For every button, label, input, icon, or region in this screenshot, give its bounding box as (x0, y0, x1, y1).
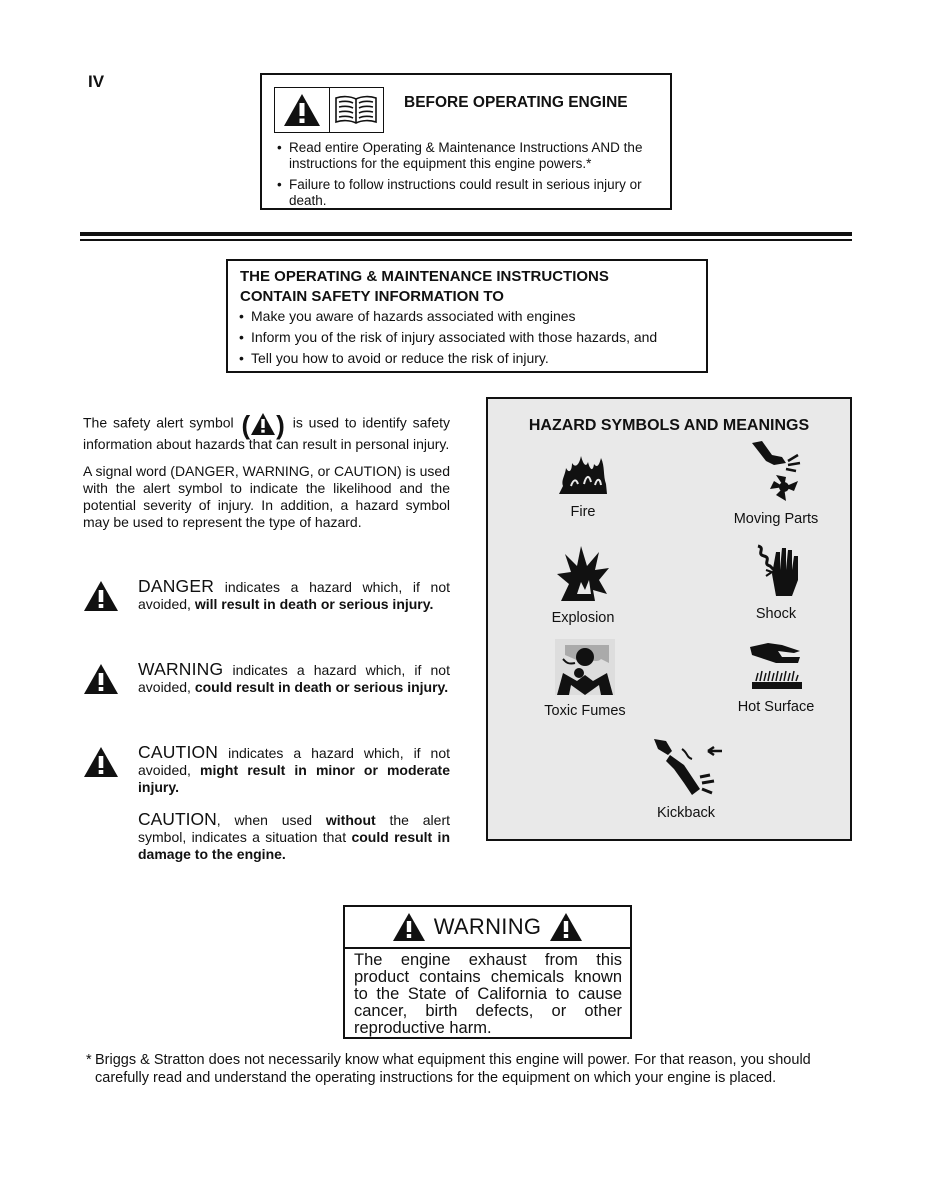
alert-triangle-icon (549, 912, 583, 942)
caution-alert-icon (83, 746, 119, 783)
hazard-fire (543, 454, 623, 520)
om-instructions-box (226, 259, 708, 373)
toxic-fumes-label: Toxic Fumes (544, 703, 626, 719)
safety-alert-icon (275, 88, 329, 132)
danger-word: DANGER (138, 576, 215, 596)
warning-title: WARNING (433, 914, 542, 939)
hazard-hot-surface (724, 641, 828, 715)
om-instructions-list (238, 308, 702, 371)
hazard-kickback (634, 737, 738, 821)
footnote-text: Briggs & Stratton does not necessarily know what equipment this engine will power. For that reason, you should carefully read and understand the operating instructions for the equipment on which your engine is placed. (95, 1052, 811, 1086)
intro-text (83, 412, 450, 541)
inline-alert-symbol: ( ) (241, 410, 285, 440)
california-warning-box (343, 905, 632, 1039)
warning-word: WARNING (138, 659, 224, 679)
toxic-fumes-icon (555, 639, 615, 695)
warning-signal: WARNING indicates a hazard which, if not avoided, could result in death or serious injury. (83, 661, 450, 721)
hot-surface-label: Hot Surface (737, 699, 815, 715)
hazard-toxic-fumes (535, 639, 635, 719)
before-operating-title: BEFORE OPERATING ENGINE (404, 94, 628, 111)
divider-rule (80, 239, 852, 241)
page-number: IV (88, 72, 105, 91)
signal-word-paragraph: A signal word (DANGER, WARNING, or CAUTION) is used with the alert symbol to indicate the likelihood and the potential severity of injury. In addition, a hazard symbol may be used to represent the type of hazard. (83, 463, 450, 530)
caution-word: CAUTION (138, 742, 219, 762)
explosion-label: Explosion (551, 610, 615, 626)
alert-triangle-icon (392, 912, 426, 942)
caution-word: CAUTION (138, 809, 217, 829)
warning-body: The engine exhaust from this product contains chemicals known to the State of California to cause cancer, birth defects, or other reproductive harm. (354, 951, 622, 1037)
hazard-symbols-box (486, 397, 852, 841)
om-title-line1: THE OPERATING & MAINTENANCE INSTRUCTIONS (240, 268, 609, 285)
om-title-line2: CONTAIN SAFETY INFORMATION TO (240, 288, 504, 305)
moving-parts-icon (746, 441, 806, 503)
divider-rule (80, 232, 852, 236)
hot-surface-icon (748, 641, 804, 691)
fire-icon (557, 454, 609, 496)
explosion-icon (555, 544, 611, 602)
kickback-label: Kickback (656, 805, 716, 821)
hazard-moving-parts (724, 441, 828, 527)
footnote (86, 1051, 866, 1087)
hazard-shock (734, 542, 818, 622)
danger-signal: DANGER indicates a hazard which, if not avoided, will result in death or serious injury. (83, 578, 450, 638)
before-operating-box (260, 73, 672, 210)
shock-icon (752, 542, 800, 598)
list-item: • Make you aware of hazards associated with engines (238, 308, 702, 325)
before-operating-list (276, 140, 666, 214)
list-item: • Read entire Operating & Maintenance Instructions AND the instructions for the equipment this engine powers.* (276, 140, 666, 172)
list-item: • Tell you how to avoid or reduce the risk of injury. (238, 350, 702, 367)
caution-no-alert-text: CAUTION, when used without the alert symbol, indicates a situation that could result in damage to the engine. (138, 809, 450, 862)
fire-label: Fire (570, 504, 596, 520)
list-item: • Failure to follow instructions could result in serious injury or death. (276, 177, 666, 209)
before-operating-icons (274, 87, 384, 133)
kickback-icon (644, 737, 728, 797)
manual-book-icon (329, 88, 384, 132)
hazard-explosion (543, 544, 623, 626)
om-instructions-title (240, 267, 609, 307)
footnote-star: * (86, 1052, 92, 1068)
danger-alert-icon (83, 580, 119, 617)
shock-label: Shock (755, 606, 797, 622)
hazard-symbols-title: HAZARD SYMBOLS AND MEANINGS (528, 417, 810, 434)
warning-header (345, 907, 630, 949)
list-item: • Inform you of the risk of injury associated with those hazards, and (238, 329, 702, 346)
alert-symbol-paragraph: The safety alert symbol ( ) is used to identify safety information about hazards that can result in personal injury. (83, 410, 450, 452)
moving-parts-label: Moving Parts (733, 511, 819, 527)
caution-signal: CAUTION indicates a hazard which, if not avoided, might result in minor or moderate injury. (83, 744, 450, 804)
warning-alert-icon (83, 663, 119, 700)
